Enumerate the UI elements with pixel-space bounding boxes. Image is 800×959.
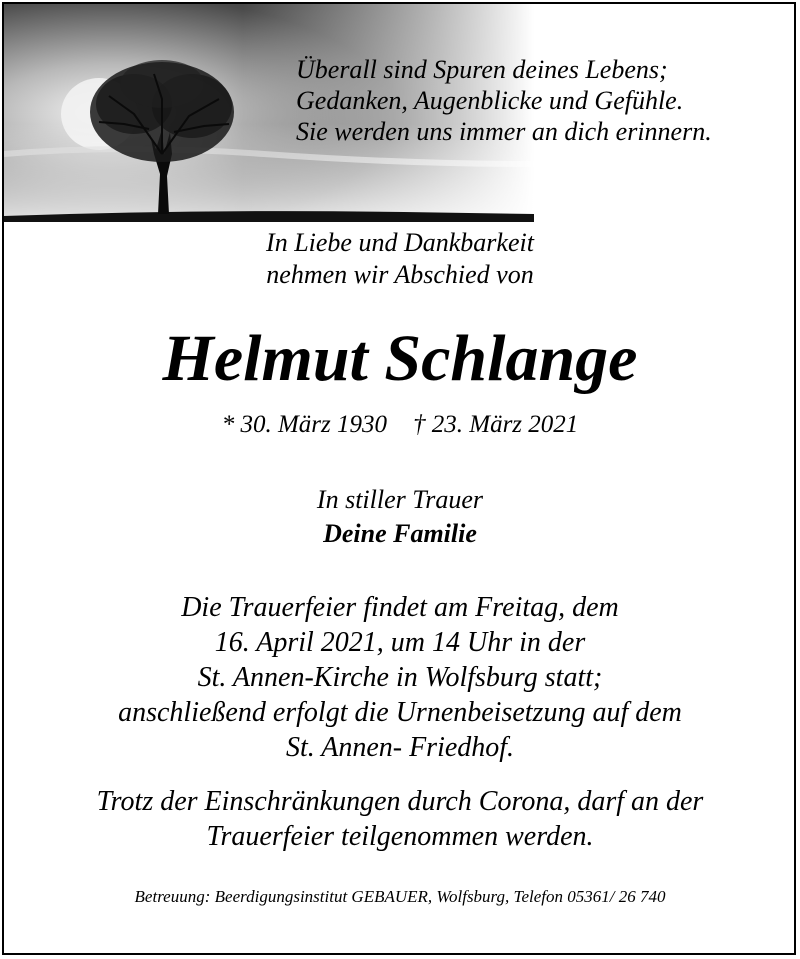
funeral-home-footer: Betreuung: Beerdigungsinstitut GEBAUER, Wolfsburg, Telefon 05361/ 26 740 [134, 887, 666, 906]
corona-line: Trotz der Einschränkungen durch Corona, darf an der [96, 786, 704, 817]
poem-line: Gedanken, Augenblicke und Gefühle. [296, 86, 684, 115]
poem [296, 54, 786, 147]
intro-line: In Liebe und Dankbarkeit [266, 228, 534, 257]
intro-line: nehmen wir Abschied von [266, 260, 534, 289]
ceremony-line: 16. April 2021, um 14 Uhr in der [214, 627, 586, 658]
ceremony-line: Die Trauerfeier findet am Freitag, dem [181, 592, 619, 623]
birth-date: * 30. März 1930 [221, 411, 387, 438]
mourners-block [0, 483, 800, 551]
ceremony-line: St. Annen-Kirche in Wolfsburg statt; [197, 662, 603, 693]
ceremony-line: anschließend erfolgt die Urnenbeisetzung auf dem [118, 697, 682, 728]
death-date: † 23. März 2021 [413, 411, 579, 438]
corona-notice [0, 784, 800, 854]
ceremony-line: St. Annen- Friedhof. [285, 732, 515, 763]
poem-line: Überall sind Spuren deines Lebens; [296, 55, 668, 84]
family-signature: Deine Familie [323, 519, 477, 548]
life-dates [0, 409, 800, 441]
deceased-name: Helmut Schlange [162, 322, 638, 395]
mourners-line: In stiller Trauer [316, 485, 484, 514]
corona-line: Trauerfeier teilgenommen werden. [206, 821, 594, 852]
intro-text [0, 227, 800, 291]
poem-line: Sie werden uns immer an dich erinnern. [296, 117, 712, 146]
ceremony-info [0, 590, 800, 765]
